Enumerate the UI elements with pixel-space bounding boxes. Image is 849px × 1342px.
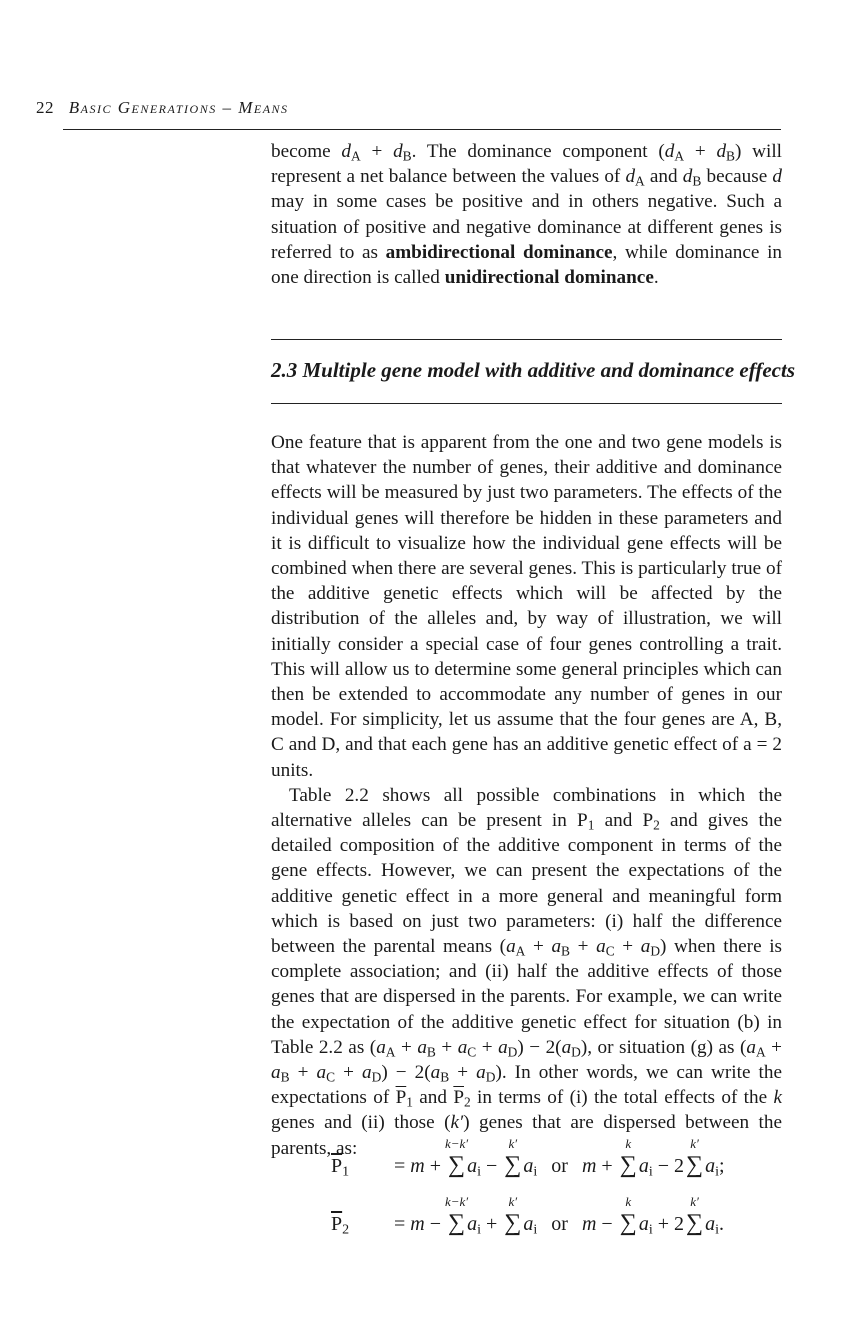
equation-p1: $\overline{P}_1 = m$ + k−k′ ∑ $a_i$ − k′ ∑ $a_i$ or m + k ∑ $a_i - 2$ k′ ∑ $a_i$; <box>331 1136 725 1180</box>
equation-p2: $\overline{P}_2 = m$ − k−k′ ∑ $a_i$ + k′ ∑ $a_i$ or m − k ∑ $a_i + 2$ k′ ∑ $a_i$. <box>331 1194 724 1238</box>
section-rule-top <box>271 339 782 340</box>
page-number: 22 <box>36 98 54 117</box>
term-ambidirectional: ambidirectional dominance <box>385 241 613 263</box>
section-heading: 2.3 Multiple gene model with additive and dominance effects <box>271 358 795 382</box>
paragraph-multiple-genes: One feature that is apparent from the one and two gene models is that whatever the number of genes, their additive and dominance effects will be measured by just two parameters. The effects of the individual genes will therefore be hidden in these parameters and it is difficult to visualize how the individual gene effects will be combined when there are several genes. This is particularly true of the additive genetic effects which will be affected by the distribution of the alleles and, by way of illustration, we will initially consider a special case of four genes controlling a trait. This will allow us to determine some general principles which can then be extended to accommodate any number of genes in our model. For simplicity, let us assume that the four genes are A, B, C and D, and that each gene has an additive genetic effect of a = 2 units. <box>271 432 782 781</box>
paragraph-dominance: become $d_A + d_B$. The dominance component $(d_A + d_B)$ will represent a net balance between the values of $d_A$ and $d_B$ because d may in some cases be positive and in others negative. Such a situation of positive and negative dominance at different genes is referred to as ambidirectional dominance, while dominance in one direction is called unidirectional dominance. <box>271 141 783 289</box>
header-rule <box>63 129 781 130</box>
section-rule-bottom <box>271 403 782 404</box>
running-title: Basic Generations – Means <box>68 98 289 117</box>
paragraph-body <box>271 430 782 1161</box>
paragraph-table-2-2: Table 2.2 shows all possible combinations in which the alternative alleles can be present in $P_1$ and $P_2$ and gives the detailed composition of the additive component in terms of the gene effects. However, we can present the expectations of the additive genetic effect in a more general and meaningful form which is based on just two parameters: (i) half the difference between the parental means $(a_A + a_B + a_C + a_D)$ when there is complete association; and (ii) half the additive effects of those genes that are dispersed in the parents. For example, we can write the expectation of the additive genetic effect for situation (b) in Table 2.2 as $(a_A + a_B + a_C + a_D) - 2(a_D)$, or situation (g) as $(a_A + a_B + a_C + a_D) - 2(a_B + a_D)$. In other words, we can write the expectations of $\overline{P}_1$ and $\overline{P}_2$ in terms of (i) the total effects of the k genes and (ii) those (k′) genes that are dispersed between the parents, as: <box>271 784 783 1159</box>
term-unidirectional: unidirectional dominance <box>444 267 654 289</box>
running-head <box>36 98 289 118</box>
